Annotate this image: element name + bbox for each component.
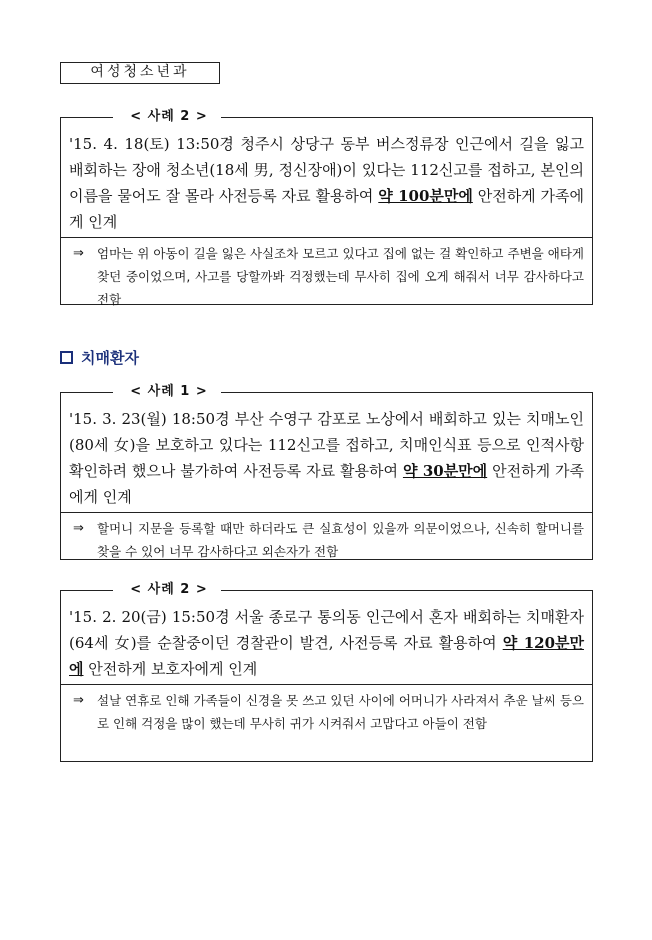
arrow-icon: ⇒ (73, 693, 84, 708)
response-time-highlight: 약 100분만에 (378, 187, 473, 205)
title-rule-right (221, 117, 592, 118)
case-result-text: 엄마는 위 아동이 길을 잃은 사실조차 모르고 있다고 집에 없는 걸 확인하고 주변을 애타게 찾던 중이었으며, 사고를 당할까봐 걱정했는데 무사히 집에 오게 해줘서 너무 감사하다고 전함 (97, 246, 584, 307)
case-text-end: 안전하게 보호자에게 인계 (83, 660, 258, 678)
case-text: '15. 4. 18(토) 13:50경 청주시 상당구 동부 버스정류장 인근에서 길을 잃고 배회하는 장애 청소년(18세 男, 정신장애)이 있다는 112신고를 접하고, 본인의 이름을 물어도 잘 몰라 사전등록 자료 활용하여 (69, 135, 584, 205)
arrow-icon: ⇒ (73, 521, 84, 536)
title-rule-left (61, 590, 113, 591)
title-rule-right (221, 590, 592, 591)
case-result-text: 설날 연휴로 인해 가족들이 신경을 못 쓰고 있던 사이에 어머니가 사라져서 추운 날씨 등으로 인해 걱정을 많이 했는데 무사히 귀가 시켜줘서 고맙다고 아들이 전함 (97, 693, 584, 731)
section-heading (60, 346, 139, 368)
case-text-end: 안전하게 가족에게 인계 (69, 187, 584, 231)
title-rule-right (221, 392, 592, 393)
case-result (61, 685, 592, 741)
department-label: 여성청소년과 (60, 62, 220, 84)
section-title: 치매환자 (81, 348, 139, 367)
case-title: < 사례 2 > (130, 109, 208, 124)
case-title: < 사례 2 > (130, 582, 208, 597)
response-time-highlight: 약 30분만에 (402, 462, 488, 480)
case-title-bar (61, 580, 592, 600)
case-description (61, 392, 592, 510)
case-box (60, 109, 593, 307)
case-text-end: 안전하게 가족에게 인계 (69, 462, 584, 506)
title-rule-left (61, 117, 113, 118)
case-text: '15. 2. 20(금) 15:50경 서울 종로구 통의동 인근에서 혼자 배회하는 치매환자(64세 女)를 순찰중이던 경찰관이 발견, 사전등록 자료 활용하여 (69, 608, 584, 652)
arrow-icon: ⇒ (73, 246, 84, 261)
case-result (61, 238, 592, 317)
case-title-bar (61, 382, 592, 402)
checkbox-icon (60, 351, 73, 364)
case-description (61, 590, 592, 682)
case-title-bar (61, 107, 592, 127)
response-time-highlight: 약 120분만에 (69, 634, 584, 678)
title-rule-left (61, 392, 113, 393)
case-box (60, 384, 593, 560)
case-result-text: 할머니 지문을 등록할 때만 하더라도 큰 실효성이 있을까 의문이었으나, 신속히 할머니를 찾을 수 있어 너무 감사하다고 외손자가 전함 (97, 521, 584, 559)
case-box (60, 582, 593, 762)
case-result (61, 513, 592, 569)
case-title: < 사례 1 > (130, 384, 208, 399)
case-text: '15. 3. 23(월) 18:50경 부산 수영구 감포로 노상에서 배회하고 있는 치매노인(80세 女)을 보호하고 있다는 112신고를 접하고, 치매인식표 등으로 인적사항 확인하려 했으나 불가하여 사전등록 자료 활용하여 (69, 410, 584, 480)
case-description (61, 117, 592, 235)
